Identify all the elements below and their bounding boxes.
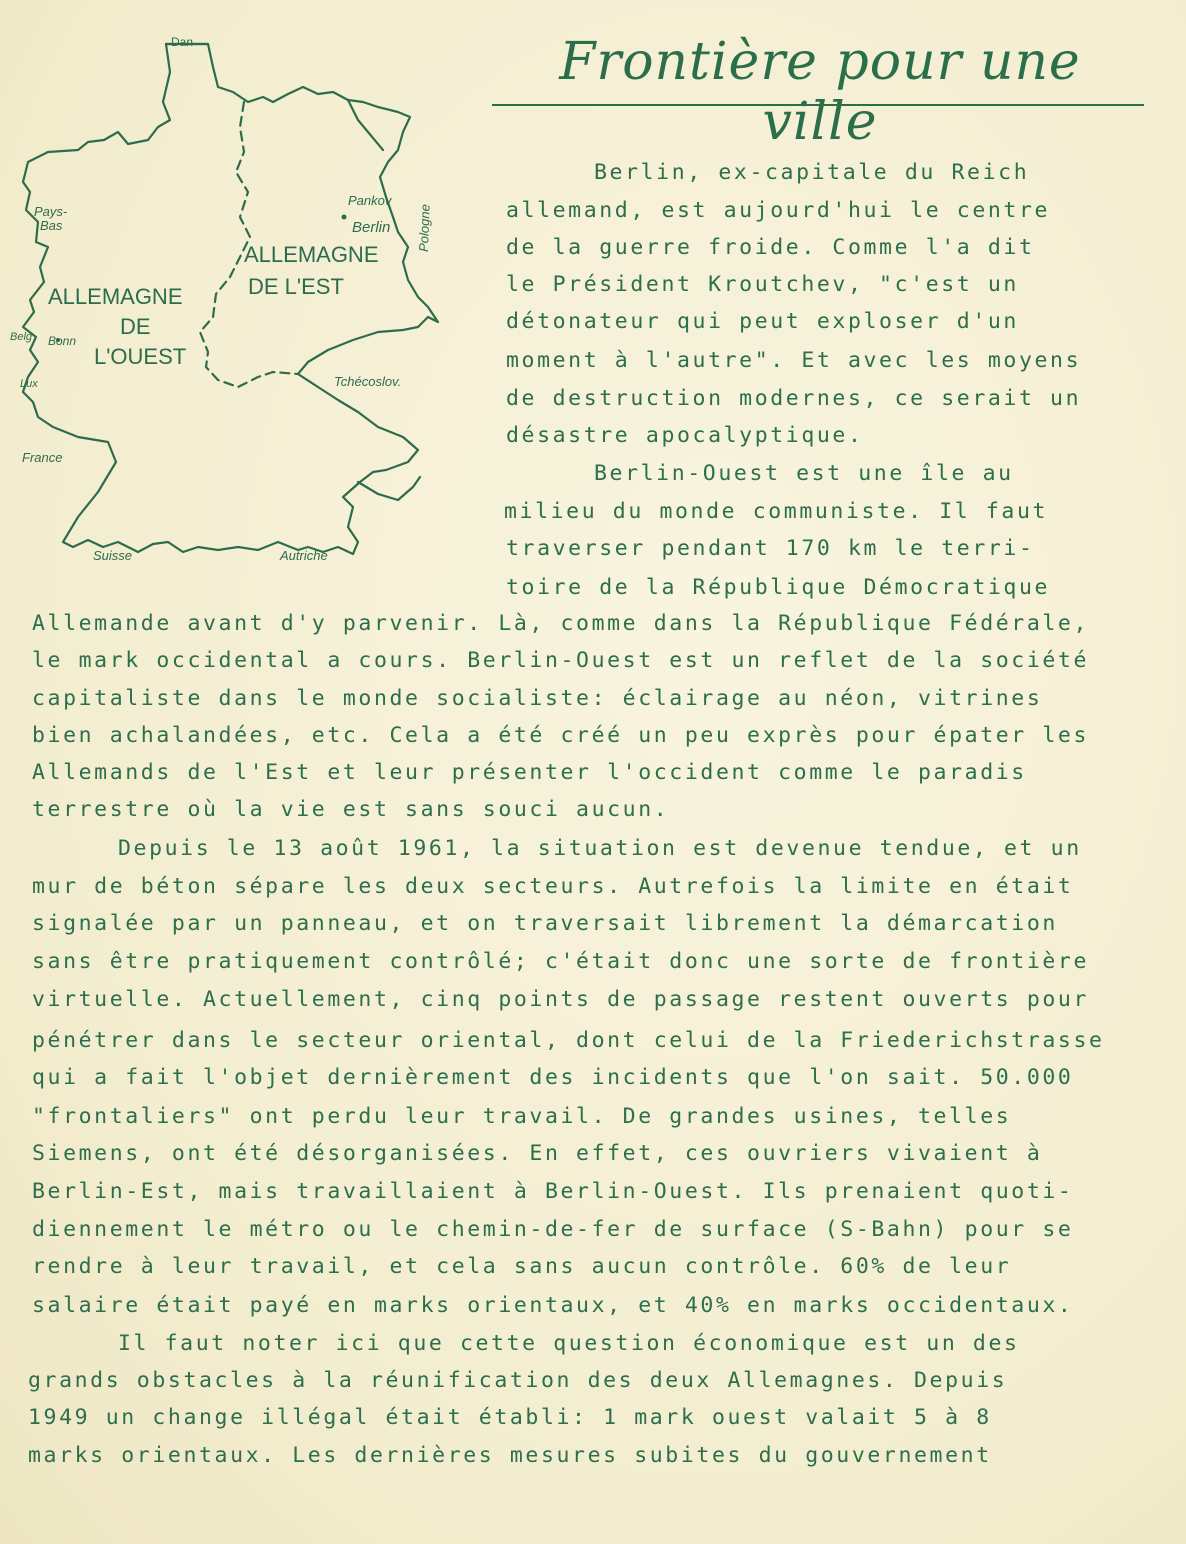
text-line: sans être pratiquement contrôlé; c'était donc une sorte de frontière xyxy=(32,949,1089,974)
text-line: Berlin-Ouest est une île au xyxy=(594,461,1014,486)
text-line: terrestre où la vie est sans souci aucun. xyxy=(32,797,670,822)
map-label-pays-bas-2: Bas xyxy=(40,218,63,233)
map-label-berlin: Berlin xyxy=(352,219,391,236)
text-line: diennement le métro ou le chemin-de-fer de surface (S-Bahn) pour se xyxy=(32,1217,1074,1242)
text-line: mur de béton sépare les deux secteurs. Autrefois la limite en était xyxy=(32,874,1074,899)
page-title: Frontière pour une ville xyxy=(559,32,1081,152)
text-line: détonateur qui peut exploser d'un xyxy=(506,309,1019,334)
text-line: traverser pendant 170 km le terri- xyxy=(506,536,1035,561)
map-label-france: France xyxy=(22,450,63,465)
text-line: rendre à leur travail, et cela sans aucun contrôle. 60% de leur xyxy=(32,1254,1012,1279)
text-line: virtuelle. Actuellement, cinq points de passage restent ouverts pour xyxy=(32,987,1089,1012)
text-line: marks orientaux. Les dernières mesures subites du gouvernement xyxy=(28,1443,992,1468)
text-line: de destruction modernes, ce serait un xyxy=(506,386,1082,411)
map-river xyxy=(358,477,420,500)
map-label-allemagne-est-1: ALLEMAGNE xyxy=(244,242,379,267)
map-label-autriche: Autriche xyxy=(280,548,328,563)
text-line: Il faut noter ici que cette question économique est un des xyxy=(118,1331,1020,1356)
text-line: Allemands de l'Est et leur présenter l'occident comme le paradis xyxy=(32,760,1027,785)
map-label-tchecoslov: Tchécoslov. xyxy=(334,374,402,389)
text-line: Allemande avant d'y parvenir. Là, comme dans la République Fédérale, xyxy=(32,611,1089,636)
text-line: bien achalandées, etc. Cela a été créé un peu exprès pour épater les xyxy=(32,723,1089,748)
text-line: moment à l'autre". Et avec les moyens xyxy=(506,348,1082,373)
map-label-suisse: Suisse xyxy=(93,548,133,563)
map-label-lux: Lux xyxy=(20,378,38,390)
map-label-pologne: Pologne xyxy=(416,203,433,253)
berlin-dot xyxy=(342,215,347,220)
text-line: pénétrer dans le secteur oriental, dont celui de la Friederichstrasse xyxy=(32,1028,1105,1053)
text-line: signalée par un panneau, et on traversait librement la démarcation xyxy=(32,911,1058,936)
map-label-belg: Belg xyxy=(10,331,33,343)
text-line: salaire était payé en marks orientaux, et 40% en marks occidentaux. xyxy=(32,1293,1074,1318)
text-line: le Président Kroutchev, "c'est un xyxy=(506,272,1019,297)
text-line: toire de la République Démocratique xyxy=(506,575,1051,600)
germany-map xyxy=(8,32,458,572)
text-line: capitaliste dans le monde socialiste: éclairage au néon, vitrines xyxy=(32,686,1043,711)
title-underline xyxy=(492,104,1144,106)
text-line: désastre apocalyptique. xyxy=(506,423,864,448)
text-line: "frontaliers" ont perdu leur travail. De grandes usines, telles xyxy=(32,1104,1012,1129)
map-label-allemagne-ouest-3: L'OUEST xyxy=(94,344,187,369)
text-line: Berlin-Est, mais travaillaient à Berlin-Ouest. Ils prenaient quoti- xyxy=(32,1179,1074,1204)
germany-map-drawing xyxy=(8,32,458,572)
map-label-bonn: Bonn xyxy=(48,334,77,348)
text-line: Berlin, ex-capitale du Reich xyxy=(594,160,1030,185)
text-line: Depuis le 13 août 1961, la situation est devenue tendue, et un xyxy=(118,836,1082,861)
map-label-allemagne-est-2: DE L'EST xyxy=(248,274,344,299)
map-label-allemagne-ouest-1: ALLEMAGNE xyxy=(48,284,183,309)
text-line: grands obstacles à la réunification des deux Allemagnes. Depuis xyxy=(28,1368,1008,1393)
text-line: milieu du monde communiste. Il faut xyxy=(504,499,1049,524)
map-label-pays-bas-1: Pays- xyxy=(34,204,68,219)
text-line: de la guerre froide. Comme l'a dit xyxy=(506,235,1035,260)
text-line: le mark occidental a cours. Berlin-Ouest est un reflet de la société xyxy=(32,648,1089,673)
map-label-dan: Dan xyxy=(171,35,194,49)
text-line: Siemens, ont été désorganisées. En effet, ces ouvriers vivaient à xyxy=(32,1141,1043,1166)
text-line: 1949 un change illégal était établi: 1 mark ouest valait 5 à 8 xyxy=(28,1405,992,1430)
text-line: allemand, est aujourd'hui le centre xyxy=(506,198,1051,223)
map-label-pankov: Pankov xyxy=(348,193,392,208)
map-label-allemagne-ouest-2: DE xyxy=(120,314,151,339)
text-line: qui a fait l'objet dernièrement des incidents que l'on sait. 50.000 xyxy=(32,1065,1074,1090)
